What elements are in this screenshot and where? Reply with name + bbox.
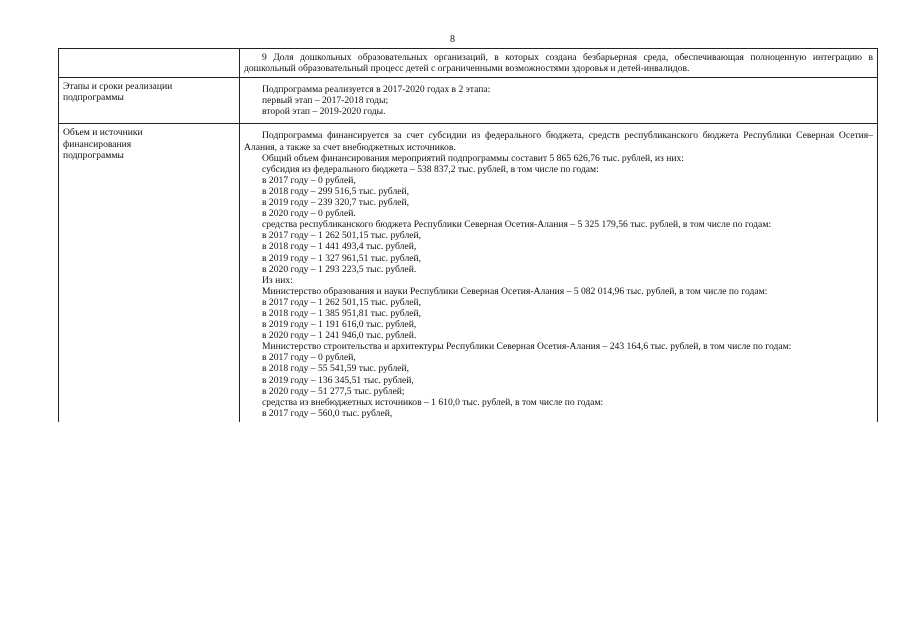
content-line: в 2019 году – 1 327 961,51 тыс. рублей, bbox=[262, 252, 422, 264]
content-line: первый этап – 2017-2018 годы; bbox=[262, 95, 389, 107]
indicator-9-text: 9 Доля дошкольных образовательных организаций, в которых создана безбарьерная среда, обеспечивающая полноценную интеграцию в дошкольный образовательный процесс детей с ограниченными возможностями здоровья и детей-инвалидов. bbox=[244, 52, 873, 75]
row-label-cell bbox=[59, 78, 240, 124]
content-line: в 2018 году – 1 385 951,81 тыс. рублей, bbox=[262, 307, 422, 319]
row-label-line: подпрограммы bbox=[63, 149, 124, 161]
content-line: в 2018 году – 55 541,59 тыс. рублей, bbox=[262, 363, 410, 375]
row-label-cell bbox=[59, 49, 240, 78]
content-paragraph: Министерство образования и науки Республики Северная Осетия-Алания – 5 082 014,96 тыс. рублей, в том числе по годам: bbox=[262, 285, 768, 297]
content-line: второй этап – 2019-2020 годы. bbox=[262, 106, 386, 118]
content-line: в 2017 году – 1 262 501,15 тыс. рублей, bbox=[262, 296, 422, 308]
content-line: в 2017 году – 1 262 501,15 тыс. рублей, bbox=[262, 230, 422, 242]
row-label-line: подпрограммы bbox=[63, 92, 124, 104]
content-line: в 2019 году – 1 191 616,0 тыс. рублей, bbox=[262, 319, 417, 331]
row-label-line: Этапы и сроки реализации bbox=[63, 81, 173, 93]
content-line: субсидия из федерального бюджета – 538 837,2 тыс. рублей, в том числе по годам: bbox=[262, 163, 599, 175]
row-content-cell bbox=[240, 78, 878, 124]
content-line: Из них: bbox=[262, 274, 293, 286]
page-number: 8 bbox=[450, 34, 455, 45]
content-line: в 2019 году – 136 345,51 тыс. рублей, bbox=[262, 374, 414, 386]
content-line: в 2017 году – 0 рублей, bbox=[262, 174, 356, 186]
row-label-cell bbox=[59, 124, 240, 422]
content-line: Общий объем финансирования мероприятий подпрограммы составит 5 865 626,76 тыс. рублей, из них: bbox=[262, 152, 684, 164]
row-label-line: финансирования bbox=[63, 138, 132, 150]
row-content-cell bbox=[240, 49, 878, 78]
content-paragraph: средства республиканского бюджета Республики Северная Осетия-Алания – 5 325 179,56 тыс. рублей, в том числе по годам: bbox=[262, 219, 772, 231]
content-line: в 2019 году – 239 320,7 тыс. рублей, bbox=[262, 197, 410, 209]
table-row-financing bbox=[59, 124, 878, 422]
content-line: в 2018 году – 1 441 493,4 тыс. рублей, bbox=[262, 241, 417, 253]
content-line: в 2020 году – 0 рублей. bbox=[262, 208, 356, 220]
content-line: в 2020 году – 51 277,5 тыс. рублей; bbox=[262, 385, 405, 397]
content-line: средства из внебюджетных источников – 1 610,0 тыс. рублей, в том числе по годам: bbox=[262, 396, 604, 408]
content-paragraph: Министерство строительства и архитектуры Республики Северная Осетия-Алания – 243 164,6 тыс. рублей, в том числе по годам: bbox=[262, 341, 792, 353]
subprogram-passport-table bbox=[58, 48, 878, 422]
row-content-cell bbox=[240, 124, 878, 422]
content-line: в 2017 году – 0 рублей, bbox=[262, 352, 356, 364]
content-line: Подпрограмма реализуется в 2017-2020 годах в 2 этапа: bbox=[262, 84, 491, 96]
content-line: в 2020 году – 1 241 946,0 тыс. рублей. bbox=[262, 330, 417, 342]
content-line: в 2018 году – 299 516,5 тыс. рублей, bbox=[262, 185, 410, 197]
content-line: в 2020 году – 1 293 223,5 тыс. рублей. bbox=[262, 263, 417, 275]
row-label-line: Объем и источники bbox=[63, 127, 143, 139]
content-line: в 2017 году – 560,0 тыс. рублей, bbox=[262, 407, 393, 419]
table-row-indicators bbox=[59, 49, 878, 78]
table-row-stages bbox=[59, 78, 878, 124]
content-paragraph: Подпрограмма финансируется за счет субсидии из федерального бюджета, средств республиканского бюджета Республики Северная Осетия–Алания, а также за счет внебюджетных источников. bbox=[244, 130, 873, 153]
